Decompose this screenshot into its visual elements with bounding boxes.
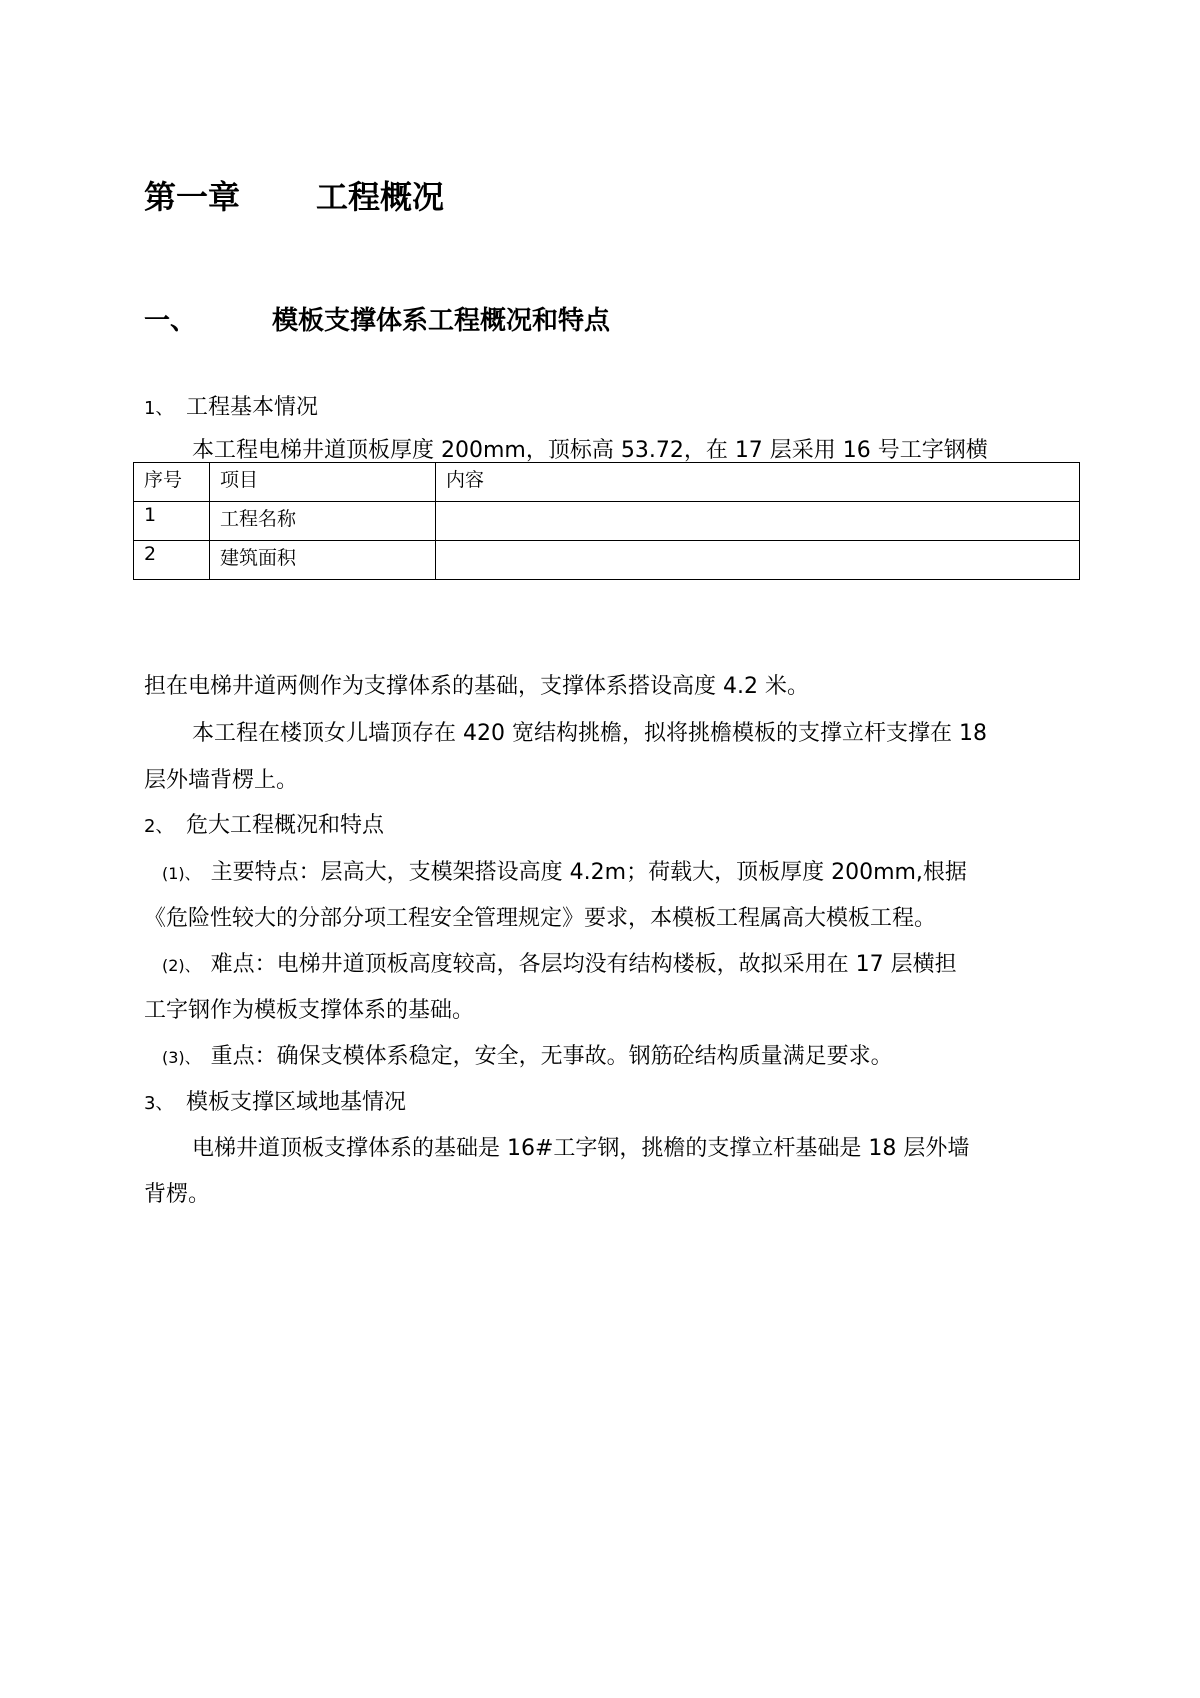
table-cell xyxy=(436,502,1080,541)
section-heading xyxy=(144,300,610,337)
list-item-1-line-1 xyxy=(162,855,967,886)
chapter-title: 工程概况 xyxy=(316,178,445,216)
header-cell-item: 项目 xyxy=(210,463,436,502)
subsection-2-number: 2、 xyxy=(144,816,174,837)
subsection-2-title: 危大工程概况和特点 xyxy=(186,813,385,838)
paragraph-2-line-1: 本工程在楼顶女儿墙顶存在 420 宽结构挑檐，拟将挑檐模板的支撑立杆支撑在 18 xyxy=(192,721,987,746)
section-title: 模板支撑体系工程概况和特点 xyxy=(272,306,611,336)
paragraph-1-line-2: 担在电梯井道两侧作为支撑体系的基础，支撑体系搭设高度 4.2 米。 xyxy=(144,674,809,699)
subsection-3-heading xyxy=(144,1085,406,1116)
subsection-1-number: 1、 xyxy=(144,398,174,419)
table-cell: 建筑面积 xyxy=(210,541,436,580)
paragraph-1-line-1: 本工程电梯井道顶板厚度 200mm，顶标高 53.72，在 17 层采用 16 号工字钢横 xyxy=(192,438,988,463)
table-cell: 工程名称 xyxy=(210,502,436,541)
project-info-table xyxy=(133,462,1080,580)
table-row xyxy=(134,502,1080,541)
table-header-row xyxy=(134,463,1080,502)
table-row xyxy=(134,541,1080,580)
list-item-1-text: 主要特点：层高大，支模架搭设高度 4.2m；荷载大，顶板厚度 200mm,根据 xyxy=(210,860,967,885)
header-cell-content: 内容 xyxy=(436,463,1080,502)
list-item-3-line-1 xyxy=(162,1039,893,1070)
subsection-3-number: 3、 xyxy=(144,1093,174,1114)
subsection-1-heading xyxy=(144,390,318,421)
table-cell: 2 xyxy=(134,541,210,580)
list-item-1-number: (1)、 xyxy=(162,864,201,883)
table-cell xyxy=(436,541,1080,580)
list-item-3-number: (3)、 xyxy=(162,1048,201,1067)
chapter-number: 第一章 xyxy=(144,178,241,216)
paragraph-3-line-2: 背楞。 xyxy=(144,1182,211,1207)
list-item-2-text: 难点：电梯井道顶板高度较高，各层均没有结构楼板，故拟采用在 17 层横担 xyxy=(210,952,957,977)
paragraph-2-line-2: 层外墙背楞上。 xyxy=(144,768,299,793)
subsection-3-title: 模板支撑区域地基情况 xyxy=(186,1090,407,1115)
list-item-2-line-2: 工字钢作为模板支撑体系的基础。 xyxy=(144,998,475,1023)
list-item-1-line-2: 《危险性较大的分部分项工程安全管理规定》要求，本模板工程属高大模板工程。 xyxy=(144,906,937,931)
section-number: 一、 xyxy=(144,306,197,336)
subsection-2-heading xyxy=(144,808,384,839)
list-item-2-number: (2)、 xyxy=(162,956,201,975)
paragraph-3-line-1: 电梯井道顶板支撑体系的基础是 16#工字钢，挑檐的支撑立杆基础是 18 层外墙 xyxy=(192,1136,970,1161)
list-item-3-text: 重点：确保支模体系稳定，安全，无事故。钢筋砼结构质量满足要求。 xyxy=(210,1044,893,1069)
table-cell: 1 xyxy=(134,502,210,541)
list-item-2-line-1 xyxy=(162,947,957,978)
subsection-1-title: 工程基本情况 xyxy=(186,395,319,420)
chapter-heading xyxy=(144,172,444,218)
header-cell-index: 序号 xyxy=(134,463,210,502)
